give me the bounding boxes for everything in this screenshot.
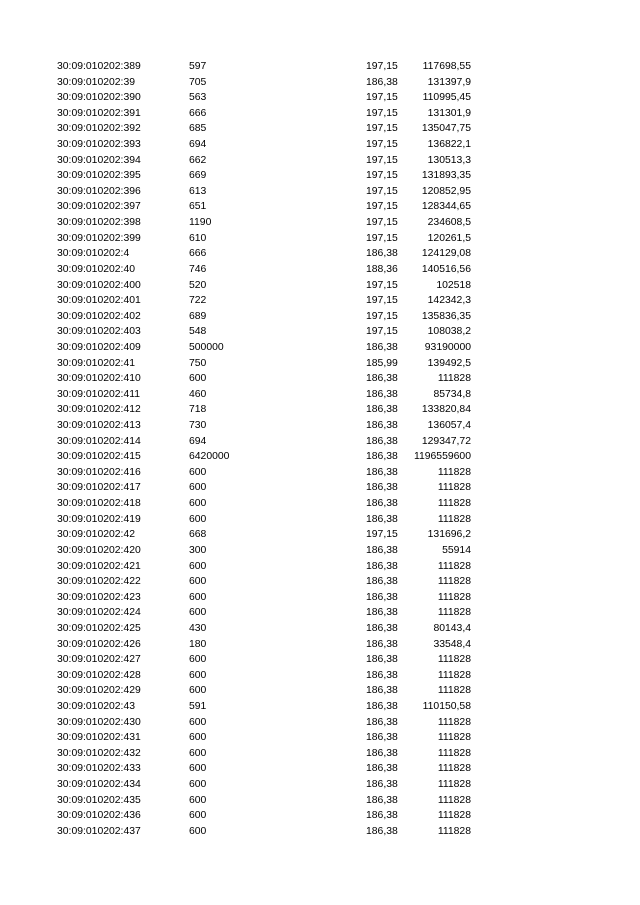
cadastral-number-cell: 30:09:010202:412 <box>57 404 141 416</box>
unit-price-cell: 186,38 <box>366 825 398 837</box>
total-value-cell: 120261,5 <box>427 232 471 244</box>
unit-price-cell: 186,38 <box>366 747 398 759</box>
unit-price-cell: 197,15 <box>366 232 398 244</box>
unit-price-cell: 186,38 <box>366 607 398 619</box>
total-value-cell: 111828 <box>437 482 471 494</box>
unit-price-cell: 186,38 <box>366 794 398 806</box>
cadastral-number-cell: 30:09:010202:409 <box>57 341 141 353</box>
unit-price-cell: 186,38 <box>366 388 398 400</box>
area-cell: 722 <box>189 295 207 307</box>
total-value-cell: 142342,3 <box>427 295 471 307</box>
unit-price-cell: 197,15 <box>366 61 398 72</box>
cadastral-number-cell: 30:09:010202:396 <box>57 185 141 197</box>
table-row <box>0 449 640 465</box>
cadastral-number-cell: 30:09:010202:402 <box>57 310 141 322</box>
table-row <box>0 262 640 278</box>
unit-price-cell: 186,38 <box>366 248 398 260</box>
area-cell: 597 <box>189 61 207 72</box>
total-value-cell: 111828 <box>437 669 471 681</box>
table-row <box>0 168 640 184</box>
cadastral-number-cell: 30:09:010202:417 <box>57 482 141 494</box>
table-row <box>0 434 640 450</box>
total-value-cell: 234608,5 <box>427 217 471 229</box>
unit-price-cell: 186,38 <box>366 622 398 634</box>
total-value-cell: 111828 <box>437 685 471 697</box>
area-cell: 591 <box>189 700 207 712</box>
area-cell: 600 <box>189 763 207 775</box>
area-cell: 600 <box>189 482 207 494</box>
cadastral-number-cell: 30:09:010202:394 <box>57 154 141 166</box>
table-row <box>0 637 640 653</box>
unit-price-cell: 186,38 <box>366 451 398 463</box>
unit-price-cell: 186,38 <box>366 435 398 447</box>
table-row <box>0 371 640 387</box>
area-cell: 600 <box>189 825 207 837</box>
unit-price-cell: 197,15 <box>366 310 398 322</box>
unit-price-cell: 186,38 <box>366 685 398 697</box>
area-cell: 600 <box>189 685 207 697</box>
total-value-cell: 140516,56 <box>421 263 471 275</box>
table-row <box>0 106 640 122</box>
cadastral-number-cell: 30:09:010202:43 <box>57 700 136 712</box>
table-row <box>0 199 640 215</box>
total-value-cell: 108038,2 <box>427 326 471 338</box>
unit-price-cell: 197,15 <box>366 154 398 166</box>
unit-price-cell: 186,38 <box>366 466 398 478</box>
total-value-cell: 136057,4 <box>427 420 471 432</box>
unit-price-cell: 197,15 <box>366 123 398 135</box>
cadastral-number-cell: 30:09:010202:413 <box>57 420 141 432</box>
area-cell: 600 <box>189 779 207 791</box>
area-cell: 600 <box>189 373 207 385</box>
table-row <box>0 418 640 434</box>
cadastral-number-cell: 30:09:010202:390 <box>57 92 141 104</box>
total-value-cell: 111828 <box>437 810 471 822</box>
total-value-cell: 129347,72 <box>421 435 471 447</box>
table-row <box>0 231 640 247</box>
total-value-cell: 111828 <box>437 498 471 510</box>
cadastral-number-cell: 30:09:010202:421 <box>57 560 141 572</box>
area-cell: 669 <box>189 170 207 182</box>
area-cell: 600 <box>189 654 207 666</box>
total-value-cell: 33548,4 <box>433 638 471 650</box>
total-value-cell: 117698,55 <box>422 61 471 72</box>
table-row <box>0 793 640 809</box>
unit-price-cell: 186,38 <box>366 763 398 775</box>
table-row <box>0 121 640 137</box>
table-row <box>0 246 640 262</box>
table-row <box>0 480 640 496</box>
area-cell: 694 <box>189 139 207 151</box>
total-value-cell: 111828 <box>437 779 471 791</box>
total-value-cell: 111828 <box>437 654 471 666</box>
area-cell: 500000 <box>189 341 224 353</box>
area-cell: 600 <box>189 513 207 525</box>
cadastral-number-cell: 30:09:010202:389 <box>57 61 141 72</box>
area-cell: 600 <box>189 810 207 822</box>
cadastral-number-cell: 30:09:010202:411 <box>57 388 141 400</box>
area-cell: 610 <box>189 232 207 244</box>
table-row <box>0 278 640 294</box>
unit-price-cell: 186,38 <box>366 700 398 712</box>
unit-price-cell: 186,38 <box>366 576 398 588</box>
total-value-cell: 131397,9 <box>427 76 471 88</box>
table-row <box>0 137 640 153</box>
cadastral-number-cell: 30:09:010202:435 <box>57 794 141 806</box>
table-row <box>0 387 640 403</box>
table-row <box>0 340 640 356</box>
area-cell: 600 <box>189 498 207 510</box>
table-row <box>0 496 640 512</box>
table-row <box>0 746 640 762</box>
cadastral-number-cell: 30:09:010202:403 <box>57 326 141 338</box>
area-cell: 600 <box>189 669 207 681</box>
cadastral-number-cell: 30:09:010202:414 <box>57 435 141 447</box>
unit-price-cell: 197,15 <box>366 295 398 307</box>
cadastral-number-cell: 30:09:010202:429 <box>57 685 141 697</box>
cadastral-number-cell: 30:09:010202:398 <box>57 217 141 229</box>
area-cell: 718 <box>189 404 207 416</box>
table-row <box>0 184 640 200</box>
area-cell: 651 <box>189 201 207 213</box>
unit-price-cell: 197,15 <box>366 529 398 541</box>
cadastral-table <box>0 59 640 839</box>
area-cell: 600 <box>189 607 207 619</box>
area-cell: 600 <box>189 716 207 728</box>
unit-price-cell: 197,15 <box>366 326 398 338</box>
cadastral-number-cell: 30:09:010202:400 <box>57 279 141 291</box>
cadastral-number-cell: 30:09:010202:428 <box>57 669 141 681</box>
cadastral-number-cell: 30:09:010202:392 <box>57 123 141 135</box>
cadastral-number-cell: 30:09:010202:395 <box>57 170 141 182</box>
table-row <box>0 668 640 684</box>
unit-price-cell: 188,36 <box>366 263 398 275</box>
area-cell: 694 <box>189 435 207 447</box>
unit-price-cell: 197,15 <box>366 279 398 291</box>
cadastral-number-cell: 30:09:010202:420 <box>57 544 141 556</box>
cadastral-number-cell: 30:09:010202:391 <box>57 107 141 119</box>
area-cell: 6420000 <box>189 451 230 463</box>
table-row <box>0 777 640 793</box>
area-cell: 600 <box>189 747 207 759</box>
table-row <box>0 153 640 169</box>
area-cell: 600 <box>189 560 207 572</box>
area-cell: 600 <box>189 794 207 806</box>
area-cell: 662 <box>189 154 207 166</box>
total-value-cell: 93190000 <box>424 341 471 353</box>
cadastral-number-cell: 30:09:010202:41 <box>57 357 136 369</box>
table-row <box>0 621 640 637</box>
unit-price-cell: 186,38 <box>366 591 398 603</box>
total-value-cell: 111828 <box>437 747 471 759</box>
area-cell: 750 <box>189 357 207 369</box>
unit-price-cell: 197,15 <box>366 217 398 229</box>
total-value-cell: 130513,3 <box>427 154 471 166</box>
cadastral-number-cell: 30:09:010202:431 <box>57 732 141 744</box>
unit-price-cell: 186,38 <box>366 544 398 556</box>
total-value-cell: 128344,65 <box>421 201 471 213</box>
total-value-cell: 131893,35 <box>421 170 471 182</box>
table-row <box>0 605 640 621</box>
total-value-cell: 111828 <box>437 607 471 619</box>
cadastral-number-cell: 30:09:010202:432 <box>57 747 141 759</box>
total-value-cell: 111828 <box>437 732 471 744</box>
cadastral-number-cell: 30:09:010202:436 <box>57 810 141 822</box>
table-row <box>0 356 640 372</box>
area-cell: 666 <box>189 107 207 119</box>
unit-price-cell: 186,38 <box>366 482 398 494</box>
total-value-cell: 111828 <box>437 794 471 806</box>
table-row <box>0 683 640 699</box>
unit-price-cell: 186,38 <box>366 560 398 572</box>
area-cell: 563 <box>189 92 207 104</box>
area-cell: 668 <box>189 529 207 541</box>
table-row <box>0 824 640 840</box>
table-row <box>0 559 640 575</box>
unit-price-cell: 186,38 <box>366 513 398 525</box>
total-value-cell: 111828 <box>437 560 471 572</box>
unit-price-cell: 197,15 <box>366 185 398 197</box>
total-value-cell: 135047,75 <box>421 123 471 135</box>
unit-price-cell: 186,38 <box>366 420 398 432</box>
unit-price-cell: 185,99 <box>366 357 398 369</box>
cadastral-number-cell: 30:09:010202:419 <box>57 513 141 525</box>
cadastral-number-cell: 30:09:010202:39 <box>57 76 136 88</box>
cadastral-number-cell: 30:09:010202:422 <box>57 576 141 588</box>
table-row <box>0 543 640 559</box>
unit-price-cell: 186,38 <box>366 810 398 822</box>
unit-price-cell: 197,15 <box>366 107 398 119</box>
table-row <box>0 761 640 777</box>
unit-price-cell: 186,38 <box>366 341 398 353</box>
total-value-cell: 124129,08 <box>421 248 471 260</box>
total-value-cell: 111828 <box>437 466 471 478</box>
cadastral-number-cell: 30:09:010202:427 <box>57 654 141 666</box>
cadastral-number-cell: 30:09:010202:434 <box>57 779 141 791</box>
cadastral-number-cell: 30:09:010202:40 <box>57 263 136 275</box>
total-value-cell: 111828 <box>437 716 471 728</box>
area-cell: 600 <box>189 466 207 478</box>
area-cell: 180 <box>189 638 207 650</box>
total-value-cell: 111828 <box>437 513 471 525</box>
total-value-cell: 139492,5 <box>427 357 471 369</box>
cadastral-number-cell: 30:09:010202:397 <box>57 201 141 213</box>
unit-price-cell: 197,15 <box>366 139 398 151</box>
table-row <box>0 90 640 106</box>
cadastral-number-cell: 30:09:010202:42 <box>57 529 136 541</box>
unit-price-cell: 197,15 <box>366 170 398 182</box>
table-row <box>0 309 640 325</box>
area-cell: 300 <box>189 544 207 556</box>
cadastral-number-cell: 30:09:010202:416 <box>57 466 141 478</box>
total-value-cell: 120852,95 <box>421 185 471 197</box>
total-value-cell: 110995,45 <box>422 92 471 104</box>
unit-price-cell: 186,38 <box>366 404 398 416</box>
table-row <box>0 324 640 340</box>
cadastral-number-cell: 30:09:010202:426 <box>57 638 141 650</box>
area-cell: 600 <box>189 591 207 603</box>
table-row <box>0 527 640 543</box>
cadastral-number-cell: 30:09:010202:425 <box>57 622 141 634</box>
table-row <box>0 215 640 231</box>
cadastral-number-cell: 30:09:010202:430 <box>57 716 141 728</box>
total-value-cell: 111828 <box>437 591 471 603</box>
area-cell: 613 <box>189 185 207 197</box>
total-value-cell: 111828 <box>437 825 471 837</box>
cadastral-number-cell: 30:09:010202:415 <box>57 451 141 463</box>
unit-price-cell: 197,15 <box>366 92 398 104</box>
total-value-cell: 111828 <box>437 576 471 588</box>
total-value-cell: 111828 <box>437 763 471 775</box>
area-cell: 520 <box>189 279 207 291</box>
area-cell: 548 <box>189 326 207 338</box>
unit-price-cell: 186,38 <box>366 373 398 385</box>
cadastral-number-cell: 30:09:010202:433 <box>57 763 141 775</box>
table-row <box>0 715 640 731</box>
unit-price-cell: 186,38 <box>366 638 398 650</box>
cadastral-number-cell: 30:09:010202:401 <box>57 295 141 307</box>
total-value-cell: 111828 <box>437 373 471 385</box>
total-value-cell: 133820,84 <box>421 404 471 416</box>
total-value-cell: 85734,8 <box>433 388 471 400</box>
area-cell: 705 <box>189 76 207 88</box>
table-row <box>0 75 640 91</box>
table-row <box>0 59 640 75</box>
total-value-cell: 131301,9 <box>427 107 471 119</box>
total-value-cell: 80143,4 <box>433 622 471 634</box>
area-cell: 430 <box>189 622 207 634</box>
cadastral-number-cell: 30:09:010202:399 <box>57 232 141 244</box>
total-value-cell: 131696,2 <box>427 529 471 541</box>
area-cell: 460 <box>189 388 207 400</box>
area-cell: 600 <box>189 576 207 588</box>
cadastral-number-cell: 30:09:010202:393 <box>57 139 141 151</box>
area-cell: 600 <box>189 732 207 744</box>
table-row <box>0 730 640 746</box>
table-row <box>0 808 640 824</box>
total-value-cell: 1196559600 <box>413 451 471 463</box>
total-value-cell: 110150,58 <box>422 700 471 712</box>
table-row <box>0 574 640 590</box>
unit-price-cell: 186,38 <box>366 498 398 510</box>
table-row <box>0 402 640 418</box>
total-value-cell: 136822,1 <box>427 139 471 151</box>
unit-price-cell: 186,38 <box>366 669 398 681</box>
table-row <box>0 699 640 715</box>
table-row <box>0 293 640 309</box>
unit-price-cell: 197,15 <box>366 201 398 213</box>
table-row <box>0 465 640 481</box>
total-value-cell: 102518 <box>436 279 471 291</box>
cadastral-number-cell: 30:09:010202:4 <box>57 248 130 260</box>
area-cell: 730 <box>189 420 207 432</box>
total-value-cell: 55914 <box>442 544 471 556</box>
table-row <box>0 652 640 668</box>
cadastral-number-cell: 30:09:010202:418 <box>57 498 141 510</box>
cadastral-number-cell: 30:09:010202:423 <box>57 591 141 603</box>
area-cell: 666 <box>189 248 207 260</box>
unit-price-cell: 186,38 <box>366 779 398 791</box>
unit-price-cell: 186,38 <box>366 732 398 744</box>
area-cell: 689 <box>189 310 207 322</box>
cadastral-number-cell: 30:09:010202:410 <box>57 373 141 385</box>
unit-price-cell: 186,38 <box>366 654 398 666</box>
table-row <box>0 512 640 528</box>
unit-price-cell: 186,38 <box>366 76 398 88</box>
area-cell: 1190 <box>189 217 212 229</box>
area-cell: 746 <box>189 263 207 275</box>
area-cell: 685 <box>189 123 207 135</box>
cadastral-number-cell: 30:09:010202:424 <box>57 607 141 619</box>
total-value-cell: 135836,35 <box>421 310 471 322</box>
cadastral-number-cell: 30:09:010202:437 <box>57 825 141 837</box>
table-row <box>0 590 640 606</box>
unit-price-cell: 186,38 <box>366 716 398 728</box>
